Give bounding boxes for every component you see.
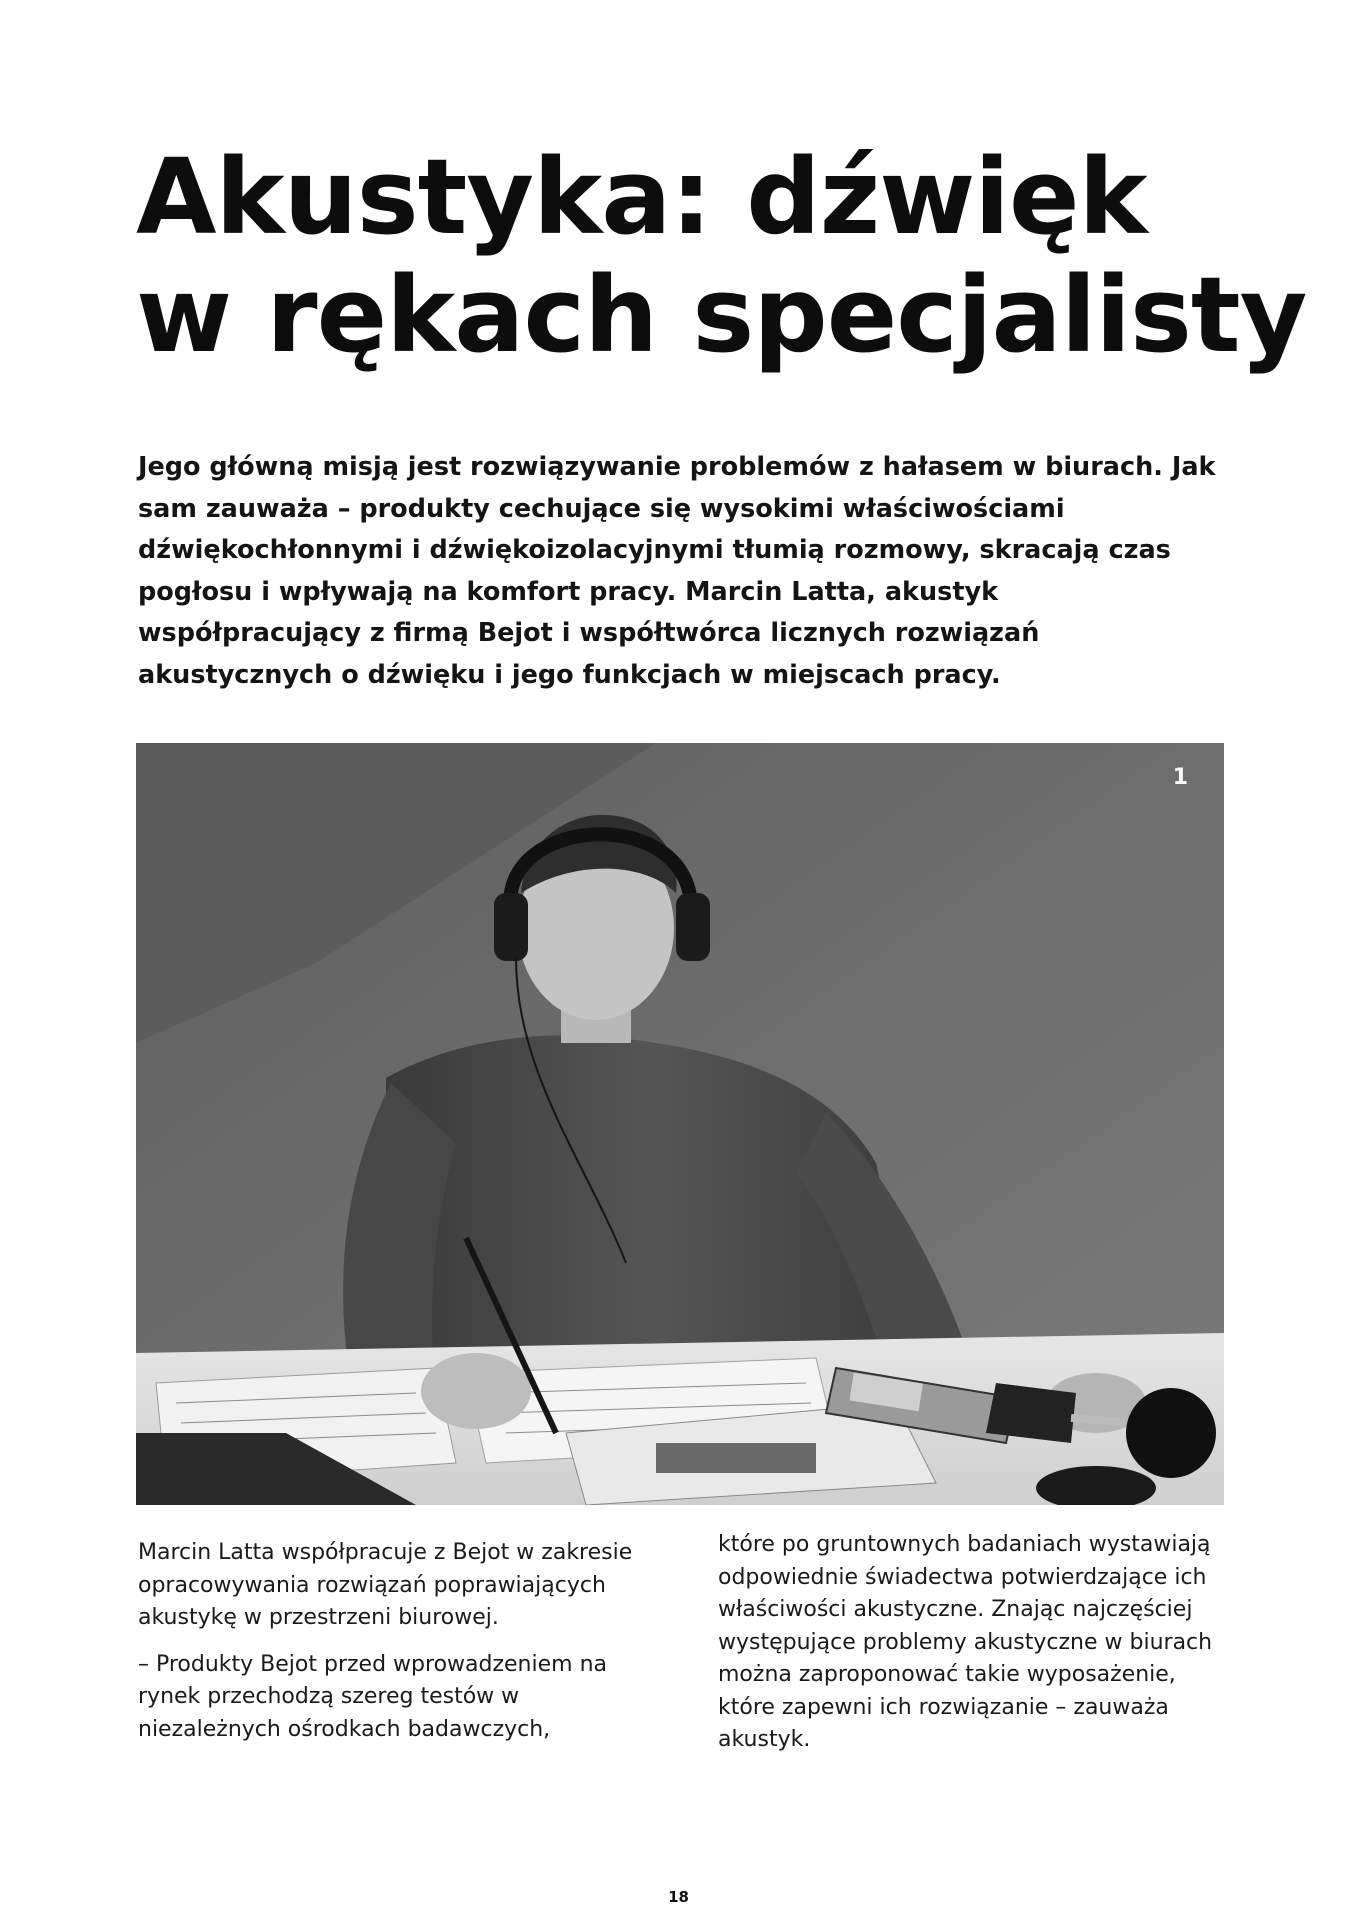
photo-illustration	[136, 743, 1224, 1505]
photo-number: 1	[1172, 765, 1188, 790]
title-line-1: Akustyka: dźwięk	[136, 136, 1147, 258]
body-paragraph-3: które po gruntownych badaniach wystawiają odpowiednie świadectwa potwierdzające ich właściwości akustyczne. Znając najczęściej występujące problemy akustyczne w biurach można zaproponować takie wyposażenie, które zapewni ich rozwiązanie – zauważa akustyk.	[718, 1532, 1213, 1752]
photo-acoustician-at-desk	[136, 743, 1224, 1505]
body-paragraph-2: – Produkty Bejot przed wprowadzeniem na rynek przechodzą szereg testów w niezależnych ośrodkach badawczych,	[138, 1651, 607, 1742]
body-column-left	[138, 1537, 668, 1760]
body-paragraph-1: Marcin Latta współpracuje z Bejot w zakresie opracowywania rozwiązań poprawiających akustykę w przestrzeni biurowej.	[138, 1540, 633, 1630]
body-column-right	[718, 1529, 1238, 1771]
lead-paragraph: Jego główną misją jest rozwiązywanie problemów z hałasem w biurach. Jak sam zauważa – produkty cechujące się wysokimi właściwościami dźwiękochłonnymi i dźwiękoizolacyjnymi tłumią rozmowy, skracają czas pogłosu i wpływają na komfort pracy. Marcin Latta, akustyk współpracujący z firmą Bejot i współtwórca licznych rozwiązań akustycznych o dźwięku i jego funkcjach w miejscach pracy.	[138, 452, 1216, 690]
page-title	[136, 136, 1307, 376]
page-number: 18	[668, 1888, 689, 1906]
title-line-2: w rękach specjalisty	[136, 254, 1307, 376]
